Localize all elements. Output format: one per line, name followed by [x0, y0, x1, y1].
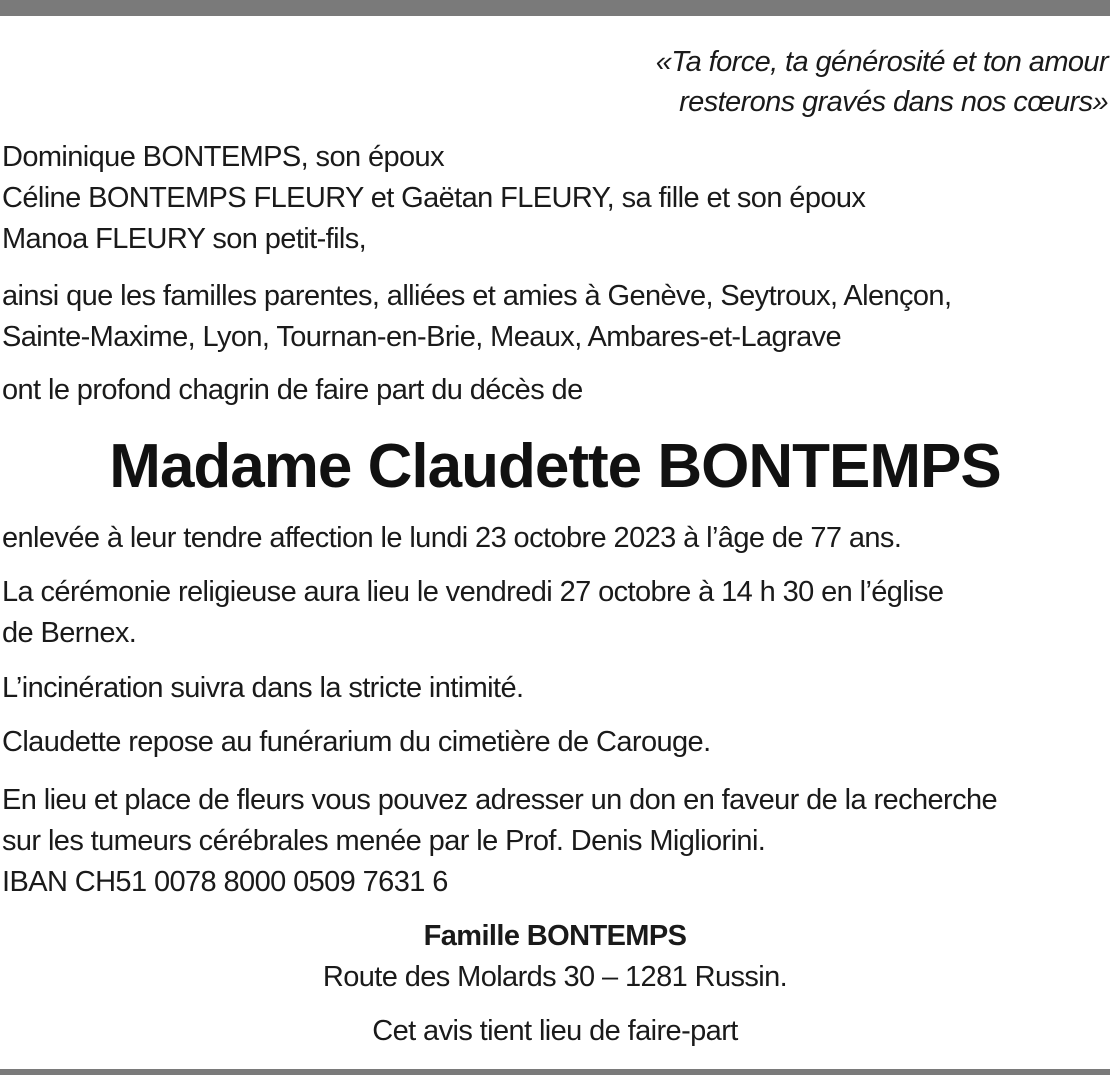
- signature-name: Famille BONTEMPS: [423, 920, 687, 952]
- relatives-line-1: ainsi que les familles parentes, alliées et amies à Genève, Seytroux, Alençon,: [2, 280, 952, 312]
- family-line-1: Dominique BONTEMPS, son époux: [2, 141, 444, 173]
- family-line-2: Céline BONTEMPS FLEURY et Gaëtan FLEURY, sa fille et son époux: [2, 182, 866, 214]
- footer-note: Cet avis tient lieu de faire-part: [372, 1015, 738, 1047]
- family-line-3: Manoa FLEURY son petit-fils,: [2, 223, 367, 255]
- ceremony-line-1: La cérémonie religieuse aura lieu le vendredi 27 octobre à 14 h 30 en l’église: [2, 576, 944, 608]
- donation-line-1: En lieu et place de fleurs vous pouvez adresser un don en faveur de la recherche: [2, 784, 998, 816]
- deceased-name: Madame Claudette BONTEMPS: [109, 432, 1001, 501]
- rests-text: Claudette repose au funérarium du cimetière de Carouge.: [2, 726, 711, 758]
- top-divider: [0, 0, 1110, 16]
- cremation-text: L’incinération suivra dans la stricte intimité.: [2, 672, 524, 704]
- iban-line: IBAN CH51 0078 8000 0509 7631 6: [2, 866, 448, 898]
- signature-address: Route des Molards 30 – 1281 Russin.: [322, 961, 788, 993]
- bottom-divider: [0, 1069, 1110, 1075]
- ceremony-line-2: de Bernex.: [2, 617, 137, 649]
- passing-text: enlevée à leur tendre affection le lundi 23 octobre 2023 à l’âge de 77 ans.: [2, 522, 902, 554]
- announcement-text: ont le profond chagrin de faire part du décès de: [2, 374, 583, 406]
- relatives-line-2: Sainte-Maxime, Lyon, Tournan-en-Brie, Meaux, Ambares-et-Lagrave: [2, 321, 842, 353]
- quote-line-1: «Ta force, ta générosité et ton amour: [655, 46, 1108, 78]
- quote-line-2: resterons gravés dans nos cœurs»: [679, 86, 1108, 118]
- donation-line-2: sur les tumeurs cérébrales menée par le Prof. Denis Migliorini.: [2, 825, 766, 857]
